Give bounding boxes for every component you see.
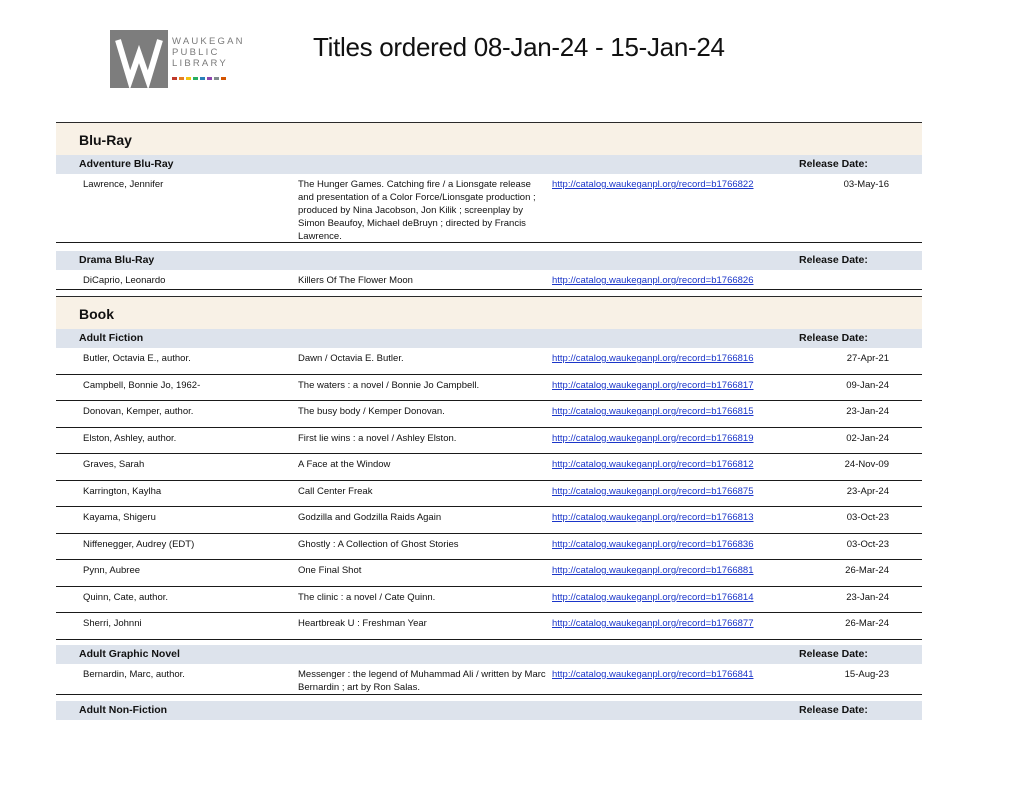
- title-cell: Ghostly : A Collection of Ghost Stories: [298, 538, 459, 550]
- release-date-cell: 26-Mar-24: [845, 618, 889, 629]
- format-header-bluray: [56, 122, 922, 155]
- logo-color-dot: [221, 77, 226, 80]
- table-row: [56, 481, 922, 508]
- release-date-cell: 27-Apr-21: [846, 353, 889, 364]
- title-cell: Dawn / Octavia E. Butler.: [298, 353, 404, 364]
- title-cell: Call Center Freak: [298, 485, 373, 497]
- release-date-header: Release Date:: [799, 158, 868, 170]
- table-row: [56, 507, 922, 534]
- catalog-link[interactable]: http://catalog.waukeganpl.org/record=b1766817: [552, 379, 754, 391]
- logo-color-dot: [207, 77, 212, 80]
- table-row: [56, 664, 922, 695]
- table-row: [56, 613, 922, 640]
- catalog-link[interactable]: http://catalog.waukeganpl.org/record=b1766819: [552, 432, 754, 444]
- release-date-cell: 02-Jan-24: [846, 432, 889, 444]
- table-row: [56, 174, 922, 243]
- title-cell: A Face at the Window: [298, 459, 391, 470]
- logo-color-dot: [200, 77, 205, 80]
- release-date-header: Release Date:: [799, 332, 868, 344]
- author-cell: Kayama, Shigeru: [83, 512, 156, 523]
- logo-color-strip: [172, 77, 226, 80]
- author-cell: Sherri, Johnni: [83, 618, 142, 629]
- release-date-cell: 03-Oct-23: [846, 512, 889, 523]
- collection-header: [56, 701, 922, 720]
- release-date-header: Release Date:: [799, 647, 868, 660]
- titles-report-table: [56, 122, 922, 720]
- author-cell: Elston, Ashley, author.: [83, 432, 177, 444]
- author-cell: Pynn, Aubree: [83, 565, 141, 576]
- table-row: [56, 587, 922, 614]
- author-cell: Niffenegger, Audrey (EDT): [83, 538, 195, 550]
- title-cell: Heartbreak U : Freshman Year: [298, 618, 427, 629]
- logo-color-dot: [179, 77, 184, 80]
- format-label: Book: [79, 306, 114, 322]
- collection-header: [56, 329, 922, 348]
- logo-color-dot: [172, 77, 177, 80]
- collection-label: Adventure Blu-Ray: [79, 158, 174, 170]
- release-date-cell: 03-May-16: [843, 179, 889, 190]
- author-cell: Bernardin, Marc, author.: [83, 668, 185, 680]
- table-row: [56, 534, 922, 561]
- author-cell: Quinn, Cate, author.: [83, 591, 169, 603]
- release-date-cell: 09-Jan-24: [846, 379, 889, 391]
- author-cell: Graves, Sarah: [83, 459, 145, 470]
- collection-label: Adult Fiction: [79, 332, 144, 344]
- format-header-book: [56, 296, 922, 329]
- table-row: [56, 348, 922, 375]
- catalog-link[interactable]: http://catalog.waukeganpl.org/record=b1766812: [552, 459, 754, 470]
- author-cell: Campbell, Bonnie Jo, 1962-: [83, 379, 201, 391]
- title-cell: The Hunger Games. Catching fire / a Lionsgate release and presentation of a Color Force/Lionsgate production ; produced by Nina Jacobson, Jon Kilik ; screenplay by Simon Beaufoy, Michael deBruyn ; directed by Francis Lawrence.: [298, 179, 536, 242]
- table-row: [56, 401, 922, 428]
- collection-label: Adult Non-Fiction: [79, 703, 168, 716]
- collection-label: Drama Blu-Ray: [79, 254, 155, 266]
- release-date-cell: 24-Nov-09: [844, 459, 889, 470]
- title-cell: The clinic : a novel / Cate Quinn.: [298, 591, 436, 603]
- table-row: [56, 428, 922, 455]
- title-cell: Killers Of The Flower Moon: [298, 275, 413, 286]
- format-label: Blu-Ray: [79, 132, 132, 148]
- author-cell: DiCaprio, Leonardo: [83, 275, 166, 286]
- collection-header: [56, 251, 922, 270]
- catalog-link[interactable]: http://catalog.waukeganpl.org/record=b1766875: [552, 485, 754, 497]
- release-date-cell: 26-Mar-24: [845, 565, 889, 576]
- catalog-link[interactable]: http://catalog.waukeganpl.org/record=b1766826: [552, 275, 754, 286]
- catalog-link[interactable]: http://catalog.waukeganpl.org/record=b1766881: [552, 565, 754, 576]
- collection-label: Adult Graphic Novel: [79, 647, 180, 660]
- table-row: [56, 454, 922, 481]
- catalog-link[interactable]: http://catalog.waukeganpl.org/record=b1766841: [552, 668, 754, 680]
- release-date-cell: 23-Jan-24: [846, 406, 889, 417]
- title-cell: First lie wins : a novel / Ashley Elston.: [298, 432, 457, 444]
- logo-color-dot: [214, 77, 219, 80]
- catalog-link[interactable]: http://catalog.waukeganpl.org/record=b1766836: [552, 538, 754, 550]
- table-row: [56, 560, 922, 587]
- release-date-header: Release Date:: [799, 254, 868, 266]
- logo-color-dot: [193, 77, 198, 80]
- title-cell: The waters : a novel / Bonnie Jo Campbell.: [298, 379, 480, 391]
- collection-header: [56, 155, 922, 174]
- release-date-cell: 03-Oct-23: [846, 538, 889, 550]
- catalog-link[interactable]: http://catalog.waukeganpl.org/record=b1766877: [552, 618, 754, 629]
- release-date-cell: 23-Jan-24: [846, 591, 889, 603]
- author-cell: Butler, Octavia E., author.: [83, 353, 191, 364]
- logo-w-mark: [110, 30, 168, 88]
- title-cell: The busy body / Kemper Donovan.: [298, 406, 445, 417]
- author-cell: Donovan, Kemper, author.: [83, 406, 194, 417]
- table-row: [56, 270, 922, 290]
- author-cell: Lawrence, Jennifer: [83, 179, 164, 190]
- collection-header: [56, 645, 922, 664]
- catalog-link[interactable]: http://catalog.waukeganpl.org/record=b1766822: [552, 179, 754, 190]
- logo-wordmark: WAUKEGAN PUBLIC LIBRARY: [172, 36, 245, 69]
- title-cell: Godzilla and Godzilla Raids Again: [298, 512, 442, 523]
- library-logo: [110, 30, 260, 90]
- title-cell: One Final Shot: [298, 565, 362, 576]
- title-cell: Messenger : the legend of Muhammad Ali / written by Marc Bernardin ; art by Ron Salas.: [298, 668, 546, 693]
- catalog-link[interactable]: http://catalog.waukeganpl.org/record=b1766813: [552, 512, 754, 523]
- catalog-link[interactable]: http://catalog.waukeganpl.org/record=b1766816: [552, 353, 754, 364]
- logo-color-dot: [186, 77, 191, 80]
- author-cell: Karrington, Kaylha: [83, 485, 162, 497]
- release-date-cell: 15-Aug-23: [844, 668, 889, 680]
- release-date-header: Release Date:: [799, 703, 868, 716]
- table-row: [56, 375, 922, 402]
- catalog-link[interactable]: http://catalog.waukeganpl.org/record=b1766814: [552, 591, 754, 603]
- release-date-cell: 23-Apr-24: [846, 485, 889, 497]
- page-title: Titles ordered 08-Jan-24 - 15-Jan-24: [313, 32, 725, 62]
- catalog-link[interactable]: http://catalog.waukeganpl.org/record=b1766815: [552, 406, 754, 417]
